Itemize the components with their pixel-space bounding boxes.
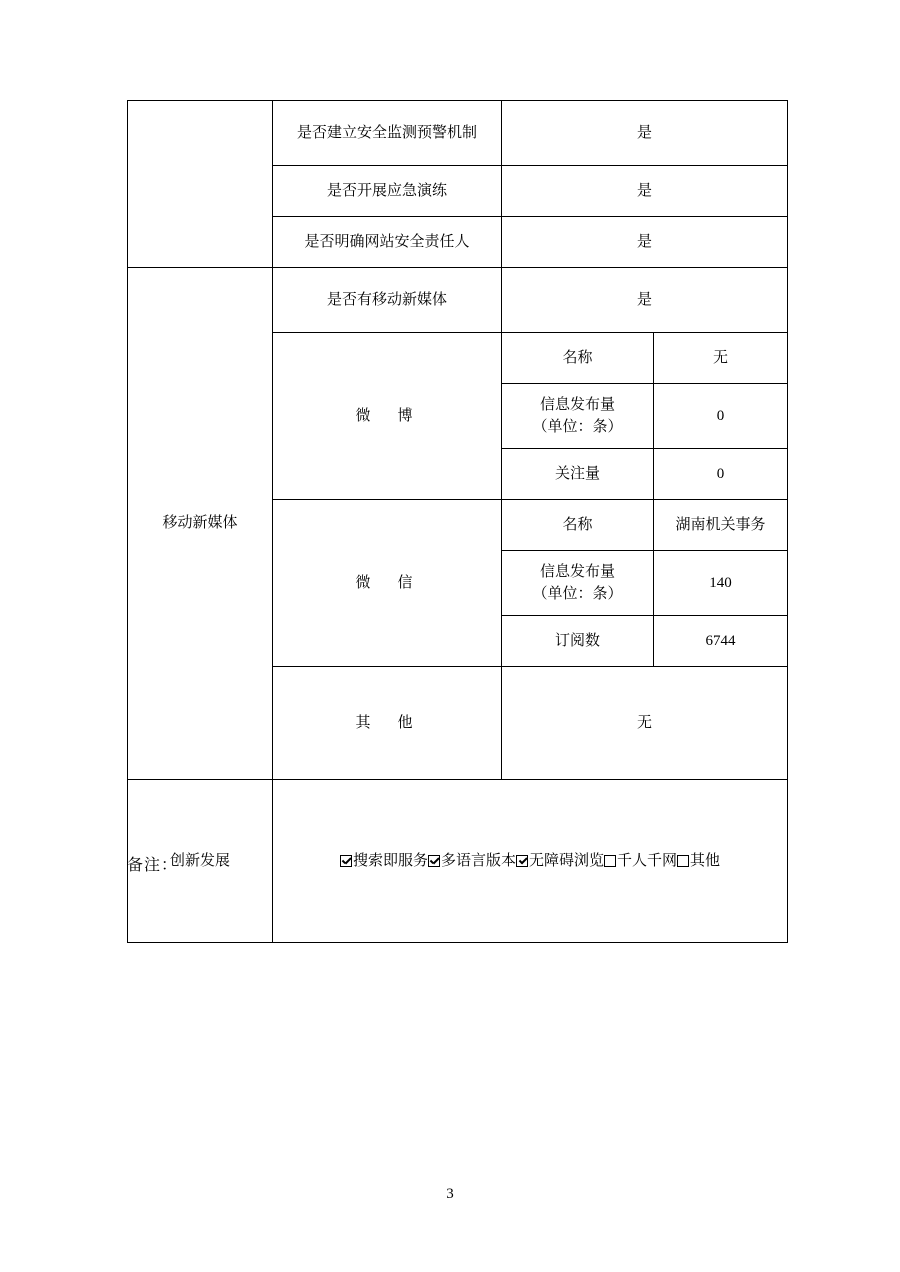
innovation-option-label: 多语言版本: [440, 852, 516, 869]
innovation-option-label: 搜索即服务: [352, 852, 428, 869]
weibo-name-label: 名称: [502, 333, 654, 384]
weibo-publish-count-value: 0: [654, 384, 788, 449]
innovation-option-multilingual[interactable]: [428, 850, 516, 873]
weibo-publish-count-label: [502, 384, 654, 449]
table-row: [128, 268, 788, 333]
weixin-publish-count-label-line2: （单位：条）: [532, 586, 623, 602]
table-row: [128, 780, 788, 943]
weibo-publish-count-label-line2: （单位：条）: [532, 419, 623, 435]
report-table: [127, 100, 788, 943]
report-table-container: [127, 100, 787, 943]
checkbox-unchecked-icon[interactable]: [677, 855, 689, 867]
weixin-subscribers-label: 订阅数: [502, 616, 654, 667]
value-other-media: 无: [502, 667, 788, 780]
value-has-new-media: 是: [502, 268, 788, 333]
page-number: 3: [446, 1186, 454, 1202]
table-row: [128, 101, 788, 166]
checkbox-checked-icon[interactable]: [340, 855, 352, 867]
label-has-new-media: 是否有移动新媒体: [273, 268, 502, 333]
innovation-checkbox-group: [277, 850, 783, 873]
checkbox-unchecked-icon[interactable]: [604, 855, 616, 867]
innovation-option-other[interactable]: [677, 850, 720, 873]
innovation-option-label: 千人千网: [617, 852, 678, 869]
checkbox-checked-icon[interactable]: [516, 855, 528, 867]
note-label: 备注：: [127, 857, 179, 874]
innovation-option-label: 无障碍浏览: [529, 852, 605, 869]
weixin-publish-count-value: 140: [654, 551, 788, 616]
category-innovation: 创新发展: [128, 780, 273, 943]
security-value-drill: 是: [502, 166, 788, 217]
checkbox-checked-icon[interactable]: [428, 855, 440, 867]
label-weixin: 微 信: [273, 500, 502, 667]
innovation-options-cell: [273, 780, 788, 943]
innovation-option-search-as-service[interactable]: [340, 850, 428, 873]
category-new-media: 移动新媒体: [128, 268, 273, 780]
weibo-followers-value: 0: [654, 449, 788, 500]
label-other-media: 其 他: [273, 667, 502, 780]
security-value-monitoring: 是: [502, 101, 788, 166]
weibo-name-value: 无: [654, 333, 788, 384]
weixin-subscribers-value: 6744: [654, 616, 788, 667]
weixin-publish-count-label-line1: 信息发布量: [539, 563, 615, 580]
innovation-option-accessibility[interactable]: [516, 850, 604, 873]
security-value-responsible: 是: [502, 217, 788, 268]
weixin-name-value: 湖南机关事务: [654, 500, 788, 551]
security-label-drill: 是否开展应急演练: [273, 166, 502, 217]
security-label-responsible: 是否明确网站安全责任人: [273, 217, 502, 268]
weibo-followers-label: 关注量: [502, 449, 654, 500]
weixin-publish-count-label: [502, 551, 654, 616]
innovation-option-personalized[interactable]: [604, 850, 677, 873]
weibo-publish-count-label-line1: 信息发布量: [539, 396, 615, 413]
weixin-name-label: 名称: [502, 500, 654, 551]
label-weibo: 微 博: [273, 333, 502, 500]
security-label-monitoring: 是否建立安全监测预警机制: [273, 101, 502, 166]
security-category-cell: [128, 101, 273, 268]
innovation-option-label: 其他: [690, 852, 721, 869]
